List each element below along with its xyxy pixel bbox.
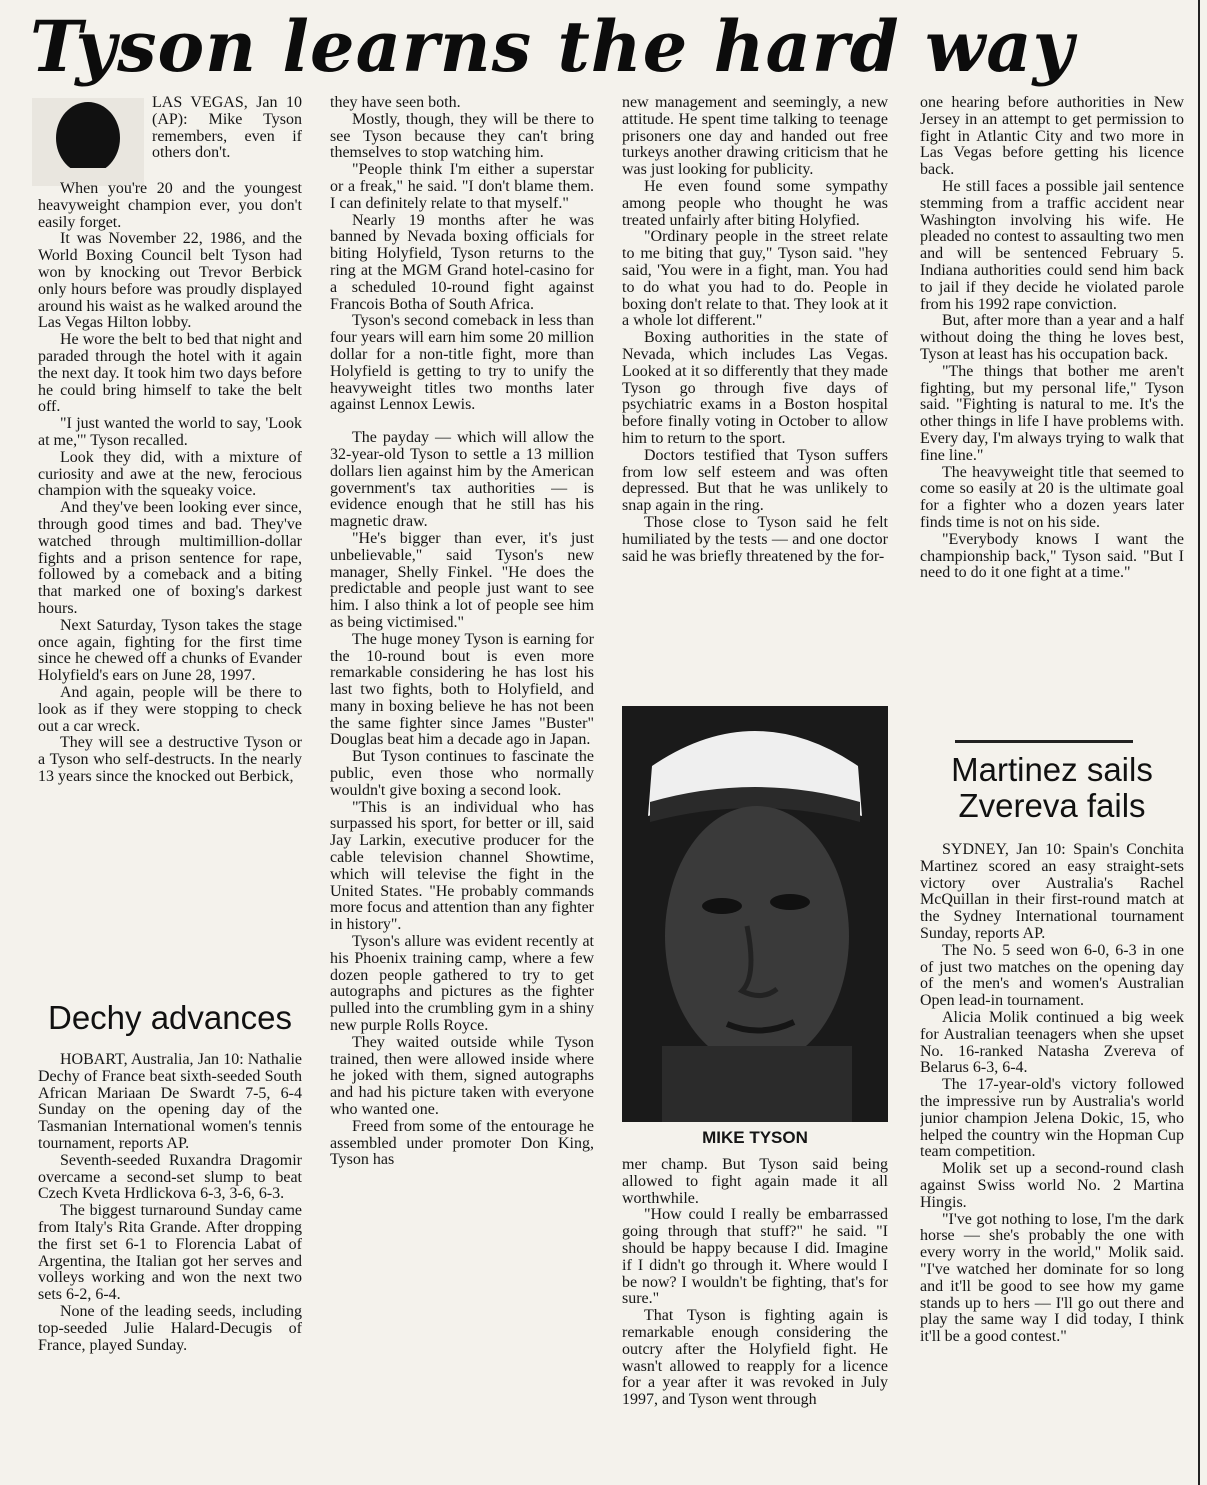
paragraph: He still faces a possible jail sentence stemming from a traffic accident near Washington involving his wife. He pleaded no contest to assaulting two men and will be sentenced February 5. Indiana authorities could send him back to jail if they decide he violated parole from his 1992 rape conviction.: [920, 177, 1184, 313]
paragraph: "People think I'm either a superstar or a freak," he said. "I don't blame them. I can definitely relate to that myself.": [330, 161, 594, 212]
paragraph: mer champ. But Tyson said being allowed to fight again made it all worthwhile.: [622, 1157, 888, 1207]
paragraph: He wore the belt to bed that night and paraded through the hotel with it again the next day. It took him two days before he could bring himself to take the belt off.: [38, 331, 302, 416]
column-4: [920, 95, 1184, 715]
paragraph: Next Saturday, Tyson takes the stage once again, fighting for the first time since he chewed off a chunks of Evander Holyfield's ears on June 28, 1997.: [38, 616, 302, 685]
paragraph: But, after more than a year and a half without doing the thing he loves best, Tyson at least has his occupation back.: [920, 312, 1184, 363]
paragraph: They waited outside while Tyson trained, then were allowed inside where he joked with them, signed autographs and had his picture taken with everyone who wanted one.: [330, 1033, 594, 1119]
paragraph: Doctors testified that Tyson suffers from low self esteem and was often depressed. But that he was unlikely to snap again in the ring.: [622, 446, 888, 515]
dechy-headline: Dechy advances: [48, 999, 292, 1036]
paragraph: Seventh-seeded Ruxandra Dragomir overcame a second-set slump to beat Czech Kveta Hrdlickova 6-3, 3-6, 6-3.: [38, 1151, 302, 1203]
column-3-bottom: [622, 1157, 888, 1447]
paragraph: "Everybody knows I want the championship back," Tyson said. "But I need to do it one fight at a time.": [920, 530, 1184, 582]
column-1: [38, 181, 302, 976]
paragraph: And again, people will be there to look as if they were stopping to check out a car wreck.: [38, 683, 302, 735]
paragraph: Freed from some of the entourage he assembled under promoter Don King, Tyson has: [330, 1117, 594, 1169]
paragraph: one hearing before authorities in New Jersey in an attempt to get permission to fight in Atlantic City and two more in Las Vegas before getting his licence back.: [920, 95, 1184, 179]
paragraph: The biggest turnaround Sunday came from Italy's Rita Grande. After dropping the first set 6-1 to Florencia Labat of Argentina, the Italian got her serves and volleys working and won the next two sets 6-2, 6-4.: [38, 1202, 302, 1304]
mike-tyson-photo: [622, 706, 888, 1122]
paragraph: "How could I really be embarrassed going through that stuff?" he said. "I should be happy because I did. Imagine if I didn't go through it. Where would I be now? I wouldn't be fighting, that's for sure.": [622, 1206, 888, 1308]
paragraph: They will see a destructive Tyson or a Tyson who self-destructs. In the nearly 13 years since the knocked out Berbick,: [38, 734, 302, 785]
paragraph: they have seen both.: [330, 95, 461, 111]
paragraph: And they've been looking ever since, through good times and bad. They've watched through multimillion-dollar fights and a prison sentence for rape, followed by a comeback and a biting that marked one of boxing's darkest hours.: [38, 499, 302, 617]
paragraph: "Ordinary people in the street relate to me biting that guy," Tyson said. "hey said, 'You were in a fight, man. You had to do what you had to do. People in boxing don't relate to that. They look at it a whole lot different.": [622, 228, 888, 330]
mugshot-thumbnail: [32, 98, 144, 186]
martinez-body: [920, 842, 1184, 1447]
martinez-headline: [920, 752, 1184, 824]
paragraph: Those close to Tyson said he felt humiliated by the tests — and one doctor said he was briefly threatened by the for-: [622, 513, 888, 565]
column-3-top: [622, 95, 888, 693]
paragraph: But Tyson continues to fascinate the public, even those who normally wouldn't give boxing a second look.: [330, 748, 594, 799]
paragraph: Nearly 19 months after he was banned by Nevada boxing officials for biting Holyfield, Tyson returns to the ring at the MGM Grand hotel-casino for a scheduled 10-round fight against Francois Botha of South Africa.: [330, 211, 594, 313]
page-border: [1198, 0, 1200, 1485]
paragraph: The 17-year-old's victory followed the impressive run by Australia's world junior champion Jelena Dokic, 15, who helped the country win the Hopman Cup team competition.: [920, 1076, 1184, 1161]
paragraph: Look they did, with a mixture of curiosity and awe at the new, ferocious champion with the squeaky voice.: [38, 448, 302, 500]
paragraph: new management and seemingly, a new attitude. He spent time talking to teenage prisoners one day and handed out free turkeys another drawing criticism that he was just looking for publicity.: [622, 95, 888, 179]
dechy-body: [38, 1052, 302, 1442]
paragraph: None of the leading seeds, including top-seeded Julie Halard-Decugis of France, played Sunday.: [38, 1302, 302, 1354]
paragraph: The huge money Tyson is earning for the 10-round bout is even more remarkable considering he has lost his last two fights, both to Holyfield, and many in boxing believe he has not been the same fighter since James "Buster" Douglas beat him a decade ago in Japan.: [330, 630, 594, 749]
headline-line: Zvereva fails: [958, 787, 1146, 824]
paragraph: The heavyweight title that seemed to come so easily at 20 is the ultimate goal for a fighter who a dozen years later finds time is not on his side.: [920, 463, 1184, 531]
column-1-top: [152, 95, 302, 187]
headline: Tyson learns the hard way: [30, 5, 1075, 88]
paragraph: He even found some sympathy among people who thought he was treated unfairly after biting Holyfied.: [622, 177, 888, 229]
paragraph: It was November 22, 1986, and the World Boxing Council belt Tyson had won by knocking out Trevor Berbick only hours before was proudly displayed around his waist as he walked around the Las Vegas Hilton lobby.: [38, 230, 302, 332]
paragraph: "He's bigger than ever, it's just unbelievable," said Tyson's new manager, Shelly Finkel. "He does the predictable and people just want to see him. I also think a lot of people see him as being victimised.": [330, 529, 594, 631]
paragraph: Mostly, though, they will be there to see Tyson because they can't bring themselves to stop watching him.: [330, 110, 594, 162]
paragraph: "The things that bother me aren't fighting, but my personal life," Tyson said. "Fighting is natural to me. It's the other things in life I have problems with. Every day, I'm always trying to walk that fine line.": [920, 362, 1184, 464]
photo-caption: MIKE TYSON: [702, 1128, 808, 1147]
paragraph: "I've got nothing to lose, I'm the dark horse — she's probably the one with every worry in the world," Molik said. "I've watched her dominate for so long and it'll be good to see how my game stands up to hers — I'll go out there and play the same way I did today, I think it'll be a good contest.": [920, 1210, 1184, 1346]
paragraph: When you're 20 and the youngest heavyweight champion ever, you don't easily forget.: [38, 181, 302, 231]
column-2: [330, 95, 594, 1445]
section-divider: [955, 740, 1133, 743]
paragraph: LAS VEGAS, Jan 10 (AP): Mike Tyson remembers, even if others don't.: [152, 95, 302, 162]
paragraph: Tyson's second comeback in less than four years will earn him some 20 million dollar for a non-title fight, more than Holyfield is getting to try to unify the heavyweight titles two months later against Lennox Lewis.: [330, 312, 594, 414]
paragraph: Tyson's allure was evident recently at his Phoenix training camp, where a few dozen people gathered to try to get autographs and pictures as the fighter pulled into the crumbling gym in a shiny new purple Rolls Royce.: [330, 933, 594, 1035]
paragraph: HOBART, Australia, Jan 10: Nathalie Dechy of France beat sixth-seeded South African Mariaan De Swardt 7-5, 6-4 Sunday on the opening day of the Tasmanian International women's tennis tournament, reports AP.: [38, 1052, 302, 1152]
paragraph: The No. 5 seed won 6-0, 6-3 in one of just two matches on the opening day of the men's and women's Australian Open lead-in tournament.: [920, 941, 1184, 1010]
paragraph: Molik set up a second-round clash against Swiss world No. 2 Martina Hingis.: [920, 1160, 1184, 1211]
paragraph: SYDNEY, Jan 10: Spain's Conchita Martinez scored an easy straight-sets victory over Australia's Rachel McQuillan in their first-round match at the Sydney International tournament Sunday, reports AP.: [920, 842, 1184, 942]
headline-line: Martinez sails: [951, 751, 1153, 788]
paragraph: "I just wanted the world to say, 'Look at me,'" Tyson recalled.: [38, 415, 302, 449]
paragraph: Alicia Molik continued a big week for Australian teenagers when she upset No. 16-ranked Natasha Zvereva of Belarus 6-3, 6-4.: [920, 1008, 1184, 1077]
paragraph: The payday — which will allow the 32-year-old Tyson to settle a 13 million dollars lien against him by the American government's tax authorities — is evidence enough that he still has his magnetic draw.: [330, 429, 594, 531]
paragraph: "This is an individual who has surpassed his sport, for better or ill, said Jay Larkin, executive producer for the cable television channel Showtime, which will televise the fight in the United States. "He probably commands more focus and attention than any fighter in history".: [330, 798, 594, 934]
paragraph: That Tyson is fighting again is remarkable enough considering the outcry after the Holyfield fight. He wasn't allowed to reapply for a licence for a year after it was revoked in July 1997, and Tyson went through: [622, 1307, 888, 1409]
portrait-illustration: [622, 706, 888, 1122]
paragraph: Boxing authorities in the state of Nevada, which includes Las Vegas. Looked at it so differently that they made Tyson go through five days of psychiatric exams in a Boston hospital before finally voting in October to allow him to return to the sport.: [622, 329, 888, 447]
